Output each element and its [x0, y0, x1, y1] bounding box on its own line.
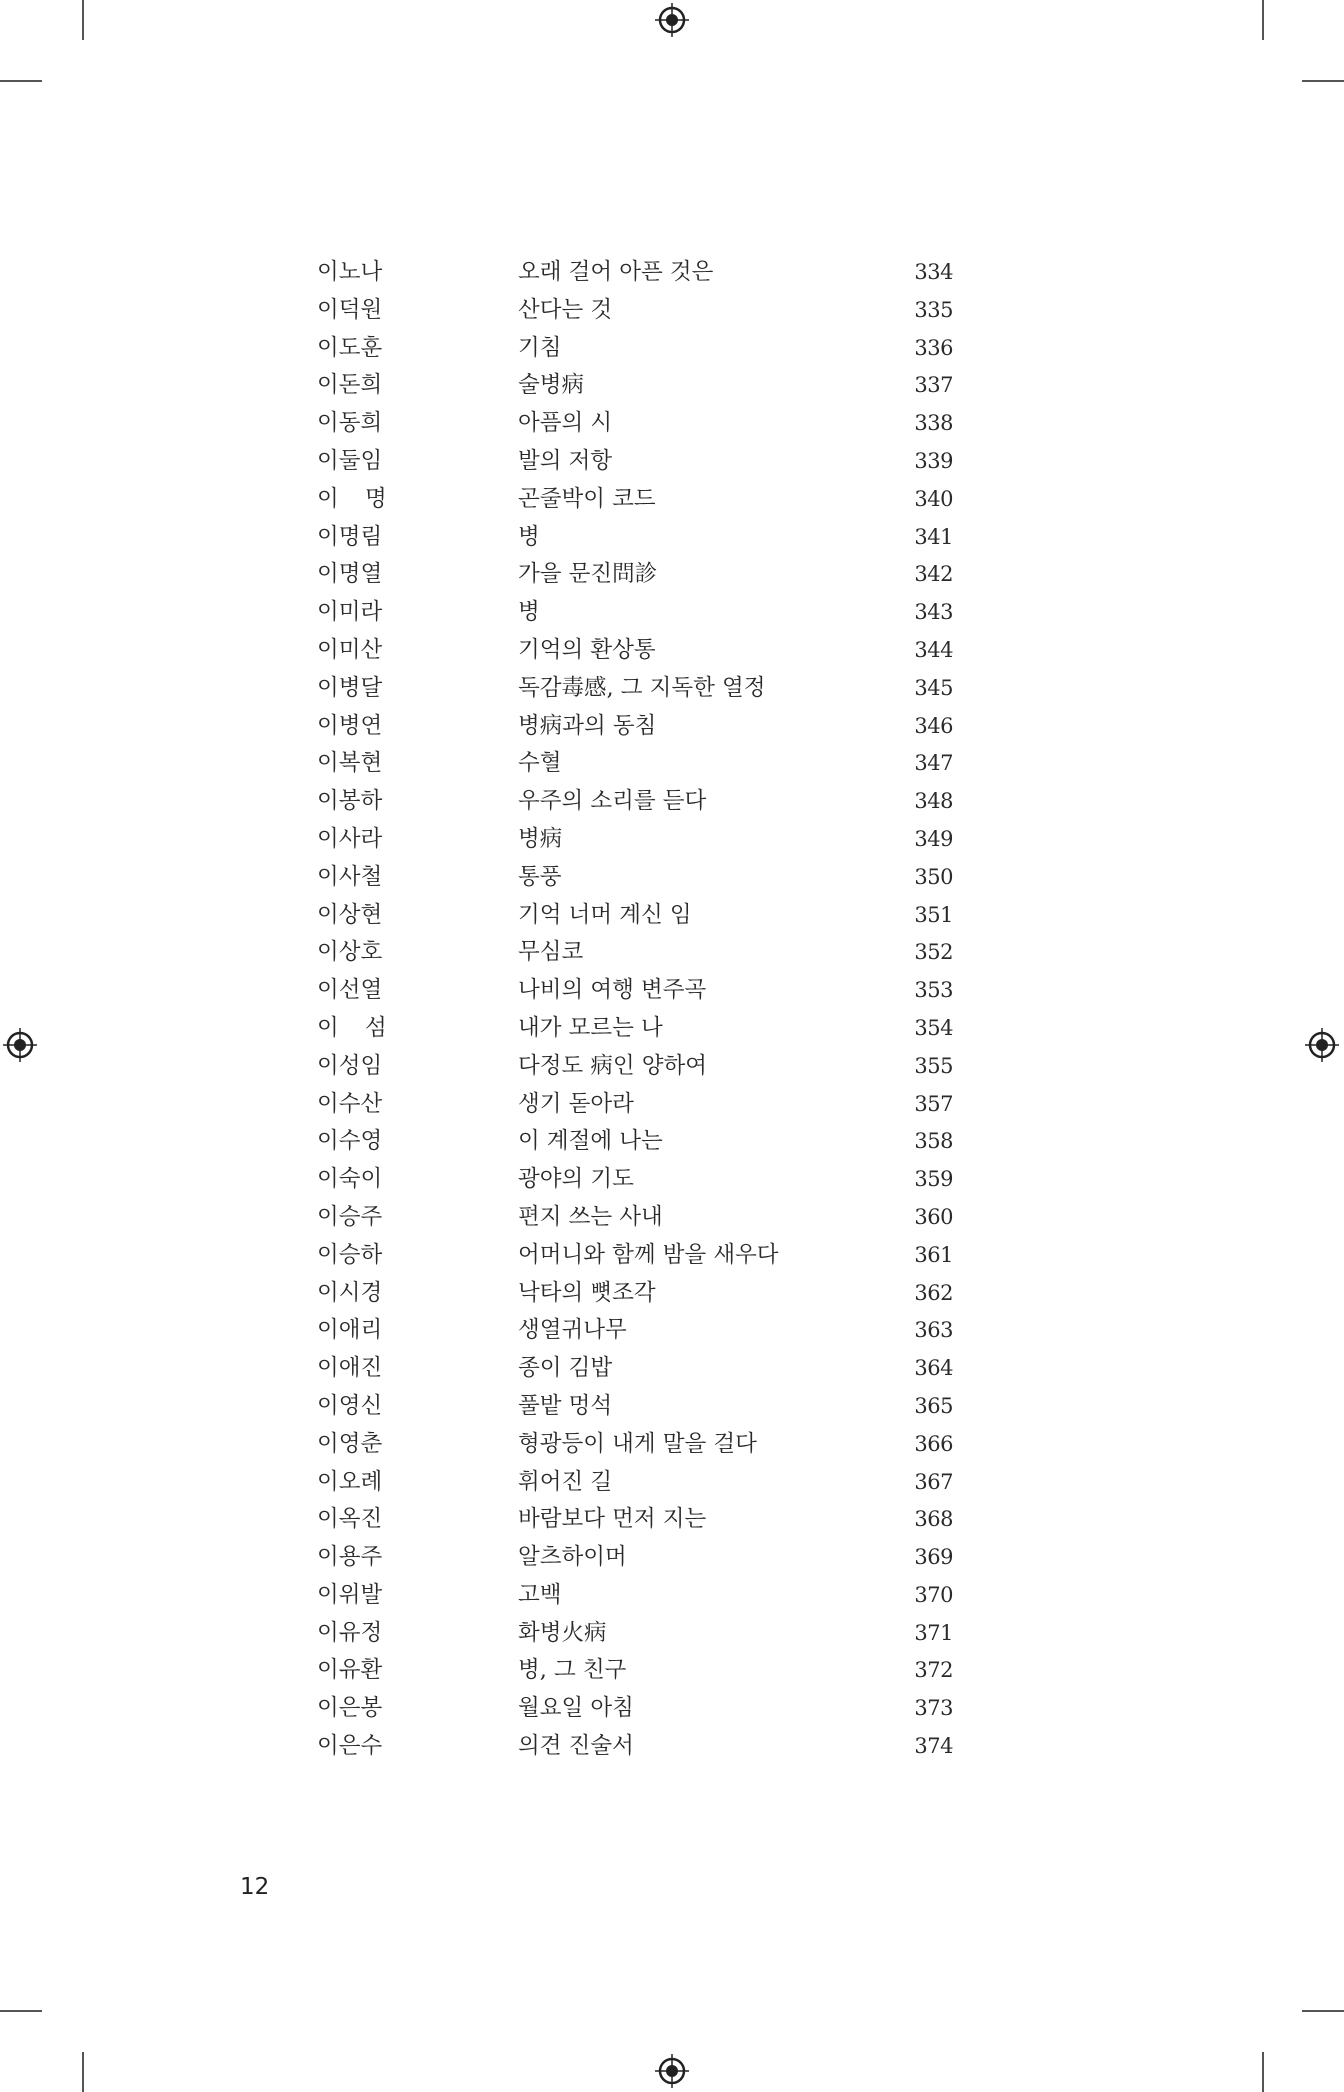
toc-author: 이 명: [317, 485, 387, 512]
crop-mark-top-left: [82, 0, 84, 40]
toc-title: 형광등이 내게 말을 걸다: [518, 1430, 757, 1457]
toc-title: 낙타의 뼛조각: [518, 1279, 656, 1306]
toc-entry: [0, 254, 1344, 292]
toc-page-number: 335: [914, 297, 953, 322]
toc-title: 생열귀나무: [518, 1317, 627, 1344]
toc-author: 이돈희: [317, 372, 383, 399]
toc-author: 이봉하: [317, 788, 383, 815]
toc-entry: [0, 821, 1344, 859]
toc-page-number: 368: [914, 1507, 953, 1532]
toc-entry: [0, 1388, 1344, 1426]
toc-page-number: 340: [914, 486, 953, 511]
toc-author: 이애진: [317, 1355, 383, 1382]
toc-title: 병: [518, 523, 540, 550]
toc-entry: [0, 1501, 1344, 1539]
crop-mark-top-left-h: [0, 80, 42, 82]
toc-author: 이애리: [317, 1317, 383, 1344]
toc-entry: [0, 556, 1344, 594]
toc-title: 우주의 소리를 듣다: [518, 788, 707, 815]
registration-mark-bottom: [655, 2054, 689, 2088]
toc-title: 기억의 환상통: [518, 636, 656, 663]
toc-page-number: 360: [914, 1204, 953, 1229]
toc-title: 어머니와 함께 밤을 새우다: [518, 1241, 779, 1268]
toc-author: 이시경: [317, 1279, 383, 1306]
toc-title: 통풍: [518, 863, 562, 890]
toc-page-number: 369: [914, 1545, 953, 1570]
toc-title: 병病과의 동침: [518, 712, 657, 739]
toc-author: 이유환: [317, 1657, 383, 1684]
toc-entry: [0, 708, 1344, 746]
registration-mark-top: [655, 3, 689, 37]
toc-entry: [0, 859, 1344, 897]
toc-title: 편지 쓰는 사내: [518, 1203, 663, 1230]
toc-page-number: 361: [914, 1242, 953, 1267]
toc-title: 병, 그 친구: [518, 1657, 627, 1684]
toc-author: 이상현: [317, 901, 383, 928]
toc-entry: [0, 330, 1344, 368]
toc-page-number: 346: [914, 713, 953, 738]
toc-title: 알츠하이머: [518, 1544, 627, 1571]
toc-author: 이명열: [317, 561, 383, 588]
toc-page-number: 353: [914, 978, 953, 1003]
toc-title: 무심코: [518, 939, 584, 966]
toc-title: 생기 돋아라: [518, 1090, 634, 1117]
toc-title: 곤줄박이 코드: [518, 485, 656, 512]
toc-entry: [0, 405, 1344, 443]
toc-entry: [0, 594, 1344, 632]
page-number: 12: [240, 1874, 270, 1900]
toc-entry: [0, 1652, 1344, 1690]
toc-entry: [0, 1010, 1344, 1048]
toc-page-number: 344: [914, 637, 953, 662]
toc-title: 산다는 것: [518, 296, 613, 323]
toc-page-number: 343: [914, 600, 953, 625]
toc-entry: [0, 292, 1344, 330]
toc-page-number: 338: [914, 411, 953, 436]
toc-title: 휘어진 길: [518, 1468, 613, 1495]
toc-page-number: 355: [914, 1053, 953, 1078]
toc-page-number: 358: [914, 1129, 953, 1154]
toc-entry: [0, 1539, 1344, 1577]
toc-author: 이동희: [317, 410, 383, 437]
toc-author: 이미산: [317, 636, 383, 663]
toc-page-number: 372: [914, 1658, 953, 1683]
toc-entry: [0, 1350, 1344, 1388]
toc-entry: [0, 1615, 1344, 1653]
toc-author: 이승주: [317, 1203, 383, 1230]
toc-page-number: 345: [914, 675, 953, 700]
toc-author: 이승하: [317, 1241, 383, 1268]
crop-mark-bottom-left: [82, 2052, 84, 2092]
toc-title: 월요일 아침: [518, 1695, 634, 1722]
toc-author: 이사라: [317, 825, 383, 852]
toc-title: 기억 너머 계신 임: [518, 901, 692, 928]
toc-page-number: 363: [914, 1318, 953, 1343]
toc-title: 술병病: [518, 372, 584, 399]
toc-entry: [0, 934, 1344, 972]
toc-page-number: 349: [914, 826, 953, 851]
toc-page-number: 350: [914, 864, 953, 889]
toc-author: 이용주: [317, 1544, 383, 1571]
crop-mark-top-right: [1262, 0, 1264, 40]
toc-author: 이명림: [317, 523, 383, 550]
toc-page-number: 373: [914, 1696, 953, 1721]
toc-entry: [0, 897, 1344, 935]
toc-author: 이병달: [317, 674, 383, 701]
toc-author: 이위발: [317, 1581, 383, 1608]
toc-author: 이영신: [317, 1392, 383, 1419]
toc-title: 가을 문진問診: [518, 561, 658, 588]
toc-entry: [0, 1237, 1344, 1275]
toc-author: 이병연: [317, 712, 383, 739]
toc-title: 나비의 여행 변주곡: [518, 977, 707, 1004]
toc-author: 이영춘: [317, 1430, 383, 1457]
toc-title: 이 계절에 나는: [518, 1128, 663, 1155]
toc-entry: [0, 481, 1344, 519]
toc-title: 고백: [518, 1581, 562, 1608]
toc-page-number: 357: [914, 1091, 953, 1116]
toc-author: 이미라: [317, 599, 383, 626]
toc-page-number: 352: [914, 940, 953, 965]
toc-title: 의견 진술서: [518, 1733, 634, 1760]
toc-entry: [0, 1728, 1344, 1766]
toc-page-number: 351: [914, 902, 953, 927]
crop-mark-bottom-right: [1262, 2052, 1264, 2092]
toc-entry: [0, 1086, 1344, 1124]
toc-page-number: 336: [914, 335, 953, 360]
toc-title: 수혈: [518, 750, 562, 777]
toc-title: 독감毒感, 그 지독한 열정: [518, 674, 766, 701]
toc-author: 이옥진: [317, 1506, 383, 1533]
toc-entry: [0, 670, 1344, 708]
toc-author: 이덕원: [317, 296, 383, 323]
toc-page-number: 367: [914, 1469, 953, 1494]
toc-author: 이은봉: [317, 1695, 383, 1722]
crop-mark-bottom-right-h: [1302, 2010, 1344, 2012]
toc-page-number: 334: [914, 260, 953, 284]
toc-entry: [0, 1161, 1344, 1199]
toc-page-number: 337: [914, 373, 953, 398]
toc-author: 이수산: [317, 1090, 383, 1117]
toc-page-number: 374: [914, 1734, 953, 1759]
toc-author: 이수영: [317, 1128, 383, 1155]
toc-page-number: 359: [914, 1167, 953, 1192]
toc-author: 이 섬: [317, 1014, 387, 1041]
toc-page-number: 348: [914, 789, 953, 814]
toc-title: 바람보다 먼저 지는: [518, 1506, 707, 1533]
toc-entry: [0, 1690, 1344, 1728]
toc-title: 아픔의 시: [518, 410, 613, 437]
toc-entry: [0, 367, 1344, 405]
toc-entry: [0, 519, 1344, 557]
toc-entry: [0, 1199, 1344, 1237]
toc-title: 기침: [518, 334, 562, 361]
toc-page-number: 347: [914, 751, 953, 776]
toc-author: 이성임: [317, 1052, 383, 1079]
toc-author: 이둘임: [317, 447, 383, 474]
toc-title: 풀밭 멍석: [518, 1392, 613, 1419]
toc-page-number: 366: [914, 1431, 953, 1456]
toc-entry: [0, 1577, 1344, 1615]
toc-author: 이복현: [317, 750, 383, 777]
table-of-contents: [0, 254, 1344, 1766]
toc-page-number: 341: [914, 524, 953, 549]
toc-title: 오래 걸어 아픈 것은: [518, 259, 714, 285]
toc-title: 화병火病: [518, 1619, 607, 1646]
toc-page-number: 342: [914, 562, 953, 587]
toc-page-number: 371: [914, 1620, 953, 1645]
toc-author: 이유정: [317, 1619, 383, 1646]
toc-entry: [0, 783, 1344, 821]
toc-title: 광야의 기도: [518, 1166, 634, 1193]
toc-title: 종이 김밥: [518, 1355, 613, 1382]
toc-page-number: 370: [914, 1582, 953, 1607]
toc-author: 이사철: [317, 863, 383, 890]
toc-title: 다정도 病인 양하여: [518, 1052, 707, 1079]
toc-author: 이은수: [317, 1733, 383, 1760]
toc-page-number: 364: [914, 1356, 953, 1381]
toc-entry: [0, 443, 1344, 481]
toc-author: 이상호: [317, 939, 383, 966]
toc-author: 이오례: [317, 1468, 383, 1495]
toc-entry: [0, 1312, 1344, 1350]
toc-page-number: 362: [914, 1280, 953, 1305]
toc-title: 병: [518, 599, 540, 626]
toc-entry: [0, 1464, 1344, 1502]
toc-entry: [0, 1048, 1344, 1086]
toc-author: 이도훈: [317, 334, 383, 361]
toc-entry: [0, 1275, 1344, 1313]
toc-title: 내가 모르는 나: [518, 1014, 663, 1041]
toc-author: 이선열: [317, 977, 383, 1004]
toc-page-number: 365: [914, 1393, 953, 1418]
toc-entry: [0, 1426, 1344, 1464]
toc-entry: [0, 632, 1344, 670]
crop-mark-top-right-h: [1302, 80, 1344, 82]
toc-entry: [0, 745, 1344, 783]
toc-entry: [0, 972, 1344, 1010]
toc-title: 발의 저항: [518, 447, 613, 474]
toc-author: 이숙이: [317, 1166, 383, 1193]
toc-page-number: 339: [914, 448, 953, 473]
toc-title: 병病: [518, 825, 563, 852]
crop-mark-bottom-left-h: [0, 2010, 42, 2012]
toc-author: 이노나: [317, 259, 383, 285]
toc-entry: [0, 1123, 1344, 1161]
toc-page-number: 354: [914, 1015, 953, 1040]
